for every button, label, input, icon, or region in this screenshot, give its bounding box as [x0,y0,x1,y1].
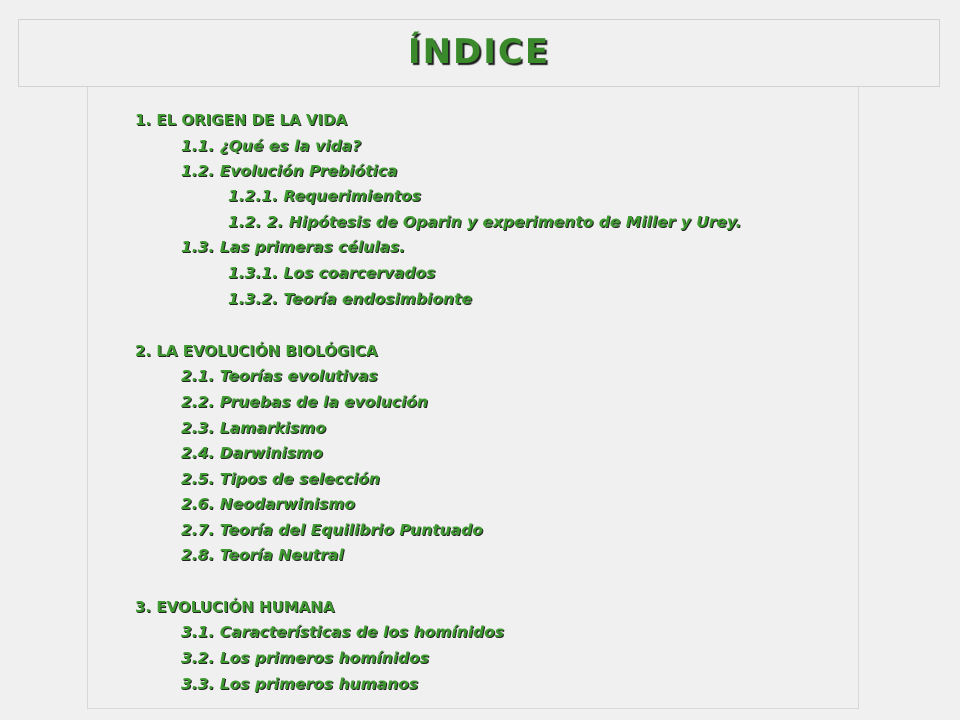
index-entry-3-1: 3.1. Características de los homínidos [181,623,505,641]
index-entry-1-3: 1.3. Las primeras células. [181,238,406,256]
index-entry-2-5: 2.5. Tipos de selección [181,470,380,488]
index-entry-2-6: 2.6. Neodarwinismo [181,495,356,513]
index-entry-2-7: 2.7. Teoría del Equilibrio Puntuado [181,521,483,539]
section-heading-human-evolution: 3. EVOLUCIÓN HUMANA [135,598,335,616]
index-entry-2-1: 2.1. Teorías evolutivas [181,367,378,385]
index-entry-3-3: 3.3. Los primeros humanos [181,675,419,693]
index-entry-2-3: 2.3. Lamarkismo [181,419,326,437]
index-entry-2-2: 2.2. Pruebas de la evolución [181,393,428,411]
index-entry-2-8: 2.8. Teoría Neutral [181,546,344,564]
section-heading-biological-evolution: 2. LA EVOLUCIÓN BIOLÓGICA [135,342,378,360]
page-title: ÍNDICE [407,32,551,72]
index-entry-1-1: 1.1. ¿Qué es la vida? [181,137,362,155]
index-entry-2-4: 2.4. Darwinismo [181,444,323,462]
index-entry-1-2-1: 1.2.1. Requerimientos [228,187,421,205]
section-heading-origin-of-life: 1. EL ORIGEN DE LA VIDA [135,111,348,129]
index-entry-1-3-2: 1.3.2. Teoría endosimbionte [228,290,472,308]
index-entry-3-2: 3.2. Los primeros homínidos [181,649,429,667]
index-entry-1-2-2: 1.2. 2. Hipótesis de Oparin y experimento de Miller y Urey. [228,213,742,231]
index-entry-1-3-1: 1.3.1. Los coarcervados [228,264,436,282]
index-entry-1-2: 1.2. Evolución Prebiótica [181,162,398,180]
title-box [18,19,940,87]
